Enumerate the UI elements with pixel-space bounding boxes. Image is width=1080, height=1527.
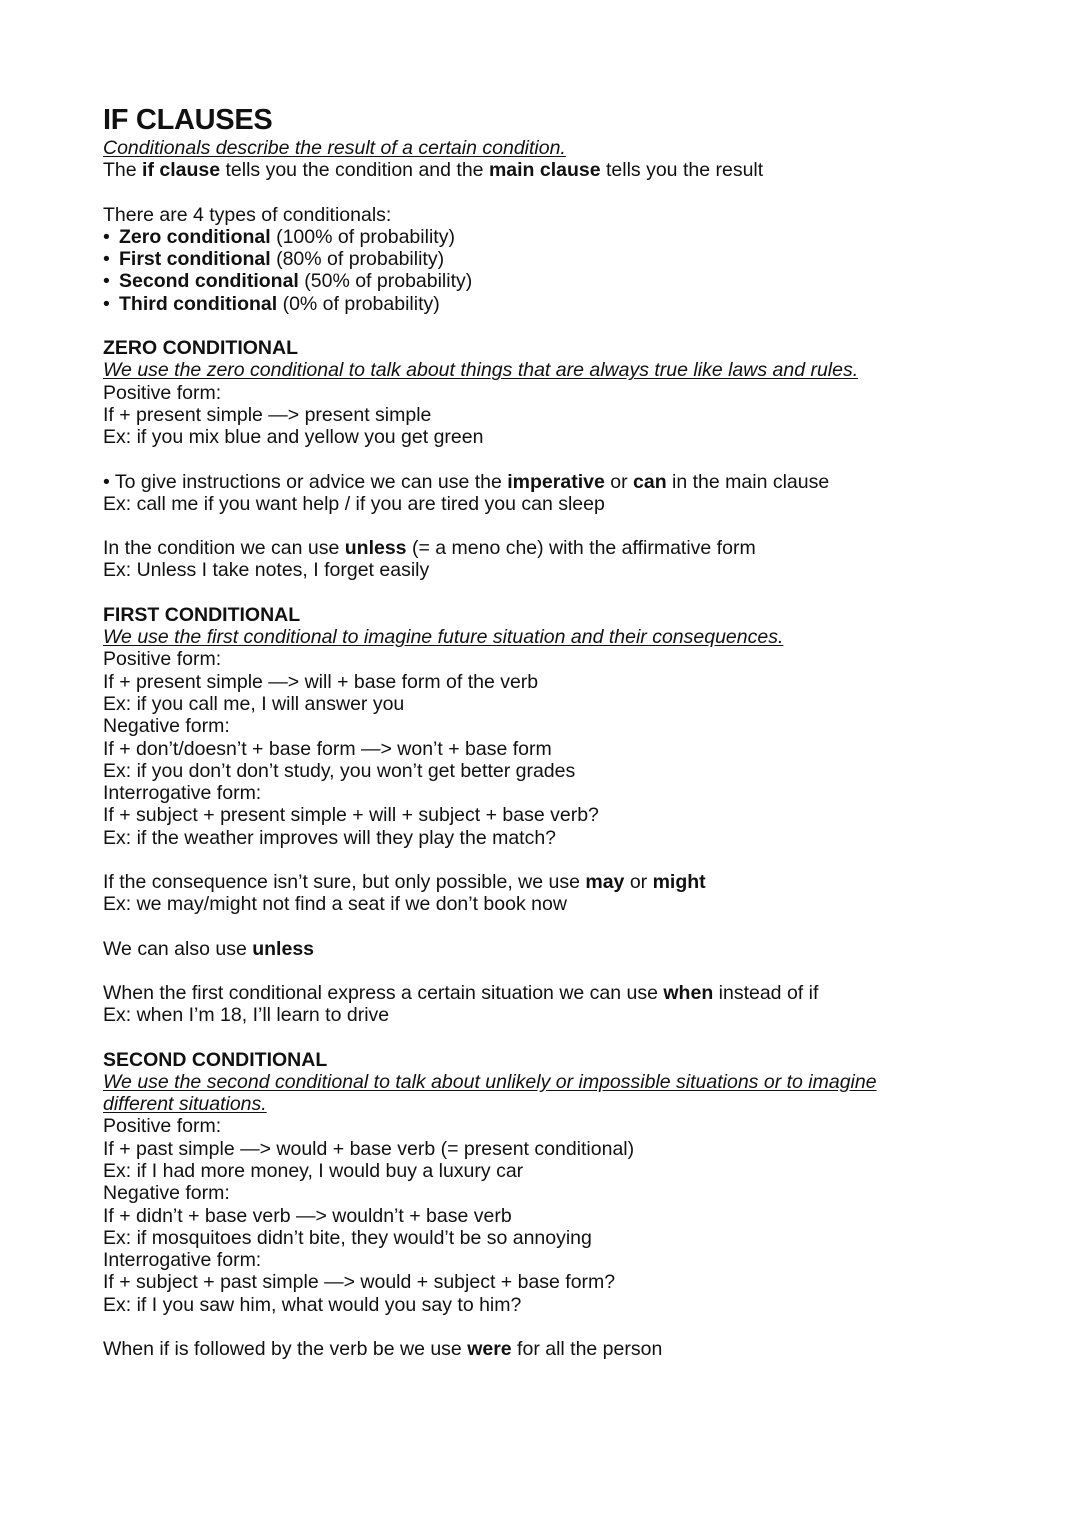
text: tells you the condition and the xyxy=(220,159,489,182)
keyword: imperative xyxy=(507,470,605,493)
type-name: Second conditional xyxy=(119,270,299,293)
interrogative-rule: If + subject + present simple + will + subject + base verb? xyxy=(103,804,599,827)
bullet-icon: • xyxy=(103,270,110,293)
keyword: can xyxy=(633,470,667,493)
interrogative-rule: If + subject + past simple —> would + subject + base form? xyxy=(103,1271,616,1294)
keyword: if clause xyxy=(142,159,221,182)
positive-rule: If + past simple —> would + base verb (= present conditional) xyxy=(103,1137,635,1160)
text: instead of if xyxy=(713,981,819,1004)
section-heading-first: FIRST CONDITIONAL xyxy=(103,603,301,626)
list-item xyxy=(103,226,1003,248)
spacer xyxy=(103,582,1003,604)
also-unless-line xyxy=(103,938,1003,960)
text: in the main clause xyxy=(666,470,830,493)
bullet-icon: • xyxy=(103,470,110,493)
list-item xyxy=(103,293,1003,315)
type-name: Third conditional xyxy=(119,292,278,315)
interrogative-example: Ex: if the weather improves will they play the match? xyxy=(103,826,557,849)
positive-rule: If + present simple —> present simple xyxy=(103,403,432,426)
bullet-icon: • xyxy=(103,292,110,315)
section-heading-second: SECOND CONDITIONAL xyxy=(103,1048,328,1071)
negative-example: Ex: if mosquitoes didn’t bite, they would’t be so annoying xyxy=(103,1226,592,1249)
text: We can also use xyxy=(103,937,253,960)
interrogative-label: Interrogative form: xyxy=(103,1249,262,1272)
were-line xyxy=(103,1338,1003,1360)
section-heading-zero: ZERO CONDITIONAL xyxy=(103,337,298,360)
section-subtitle-zero: We use the zero conditional to talk about things that are always true like laws and rules. xyxy=(103,359,859,382)
keyword: unless xyxy=(344,537,407,560)
type-probability: (80% of probability) xyxy=(270,248,445,271)
spacer xyxy=(103,449,1003,471)
keyword: unless xyxy=(252,937,315,960)
types-heading: There are 4 types of conditionals: xyxy=(103,203,392,226)
text: In the condition we can use xyxy=(103,537,345,560)
text: When if is followed by the verb be we use xyxy=(103,1338,468,1361)
text: If the consequence isn’t sure, but only possible, we use xyxy=(103,871,586,894)
bullet-icon: • xyxy=(103,225,110,248)
page-title: IF CLAUSES xyxy=(103,104,273,136)
positive-label: Positive form: xyxy=(103,381,222,404)
section-subtitle-second: We use the second conditional to talk about unlikely or impossible situations or to imagine different situations. xyxy=(103,1070,877,1116)
keyword: might xyxy=(652,871,706,894)
list-item xyxy=(103,270,1003,292)
positive-label: Positive form: xyxy=(103,648,222,671)
text: The xyxy=(103,159,143,182)
type-probability: (100% of probability) xyxy=(270,225,455,248)
keyword: main clause xyxy=(488,159,601,182)
text: tells you the result xyxy=(600,159,764,182)
positive-rule: If + present simple —> will + base form of the verb xyxy=(103,670,539,693)
positive-example: Ex: if I had more money, I would buy a luxury car xyxy=(103,1159,524,1182)
section-subtitle-first: We use the first conditional to imagine future situation and their consequences. xyxy=(103,626,784,649)
negative-example: Ex: if you don’t don’t study, you won’t get better grades xyxy=(103,759,576,782)
type-probability: (50% of probability) xyxy=(298,270,473,293)
intro-line xyxy=(103,159,1003,181)
instructions-example: Ex: call me if you want help / if you are tired you can sleep xyxy=(103,492,605,515)
text: To give instructions or advice we can use the xyxy=(109,470,508,493)
interrogative-label: Interrogative form: xyxy=(103,782,262,805)
document-page xyxy=(103,104,1003,1360)
spacer xyxy=(103,1027,1003,1049)
spacer xyxy=(103,916,1003,938)
negative-rule: If + didn’t + base verb —> wouldn’t + base verb xyxy=(103,1204,512,1227)
text: or xyxy=(624,871,653,894)
when-example: Ex: when I’m 18, I’ll learn to drive xyxy=(103,1004,390,1027)
keyword: were xyxy=(467,1338,512,1361)
unless-example: Ex: Unless I take notes, I forget easily xyxy=(103,559,430,582)
negative-label: Negative form: xyxy=(103,715,230,738)
intro-subtitle: Conditionals describe the result of a certain condition. xyxy=(103,137,566,159)
negative-label: Negative form: xyxy=(103,1182,230,1205)
types-list xyxy=(103,226,1003,315)
keyword: when xyxy=(663,981,714,1004)
type-name: First conditional xyxy=(119,248,271,271)
spacer xyxy=(103,315,1003,337)
list-item xyxy=(103,248,1003,270)
positive-example: Ex: if you call me, I will answer you xyxy=(103,692,405,715)
text: or xyxy=(604,470,634,493)
positive-label: Positive form: xyxy=(103,1115,222,1138)
keyword: may xyxy=(585,871,625,894)
spacer xyxy=(103,849,1003,871)
instructions-line xyxy=(103,471,1003,493)
type-name: Zero conditional xyxy=(119,225,271,248)
spacer xyxy=(103,182,1003,204)
spacer xyxy=(103,515,1003,537)
may-might-line xyxy=(103,871,1003,893)
when-line xyxy=(103,982,1003,1004)
spacer xyxy=(103,1316,1003,1338)
text: When the first conditional express a certain situation we can use xyxy=(103,981,664,1004)
positive-example: Ex: if you mix blue and yellow you get green xyxy=(103,426,484,449)
may-might-example: Ex: we may/might not find a seat if we don’t book now xyxy=(103,893,567,916)
text: (= a meno che) with the affirmative form xyxy=(406,537,756,560)
unless-line xyxy=(103,537,1003,559)
spacer xyxy=(103,960,1003,982)
type-probability: (0% of probability) xyxy=(277,292,440,315)
text: for all the person xyxy=(511,1338,663,1361)
bullet-icon: • xyxy=(103,248,110,271)
negative-rule: If + don’t/doesn’t + base form —> won’t + base form xyxy=(103,737,552,760)
interrogative-example: Ex: if I you saw him, what would you say to him? xyxy=(103,1293,522,1316)
